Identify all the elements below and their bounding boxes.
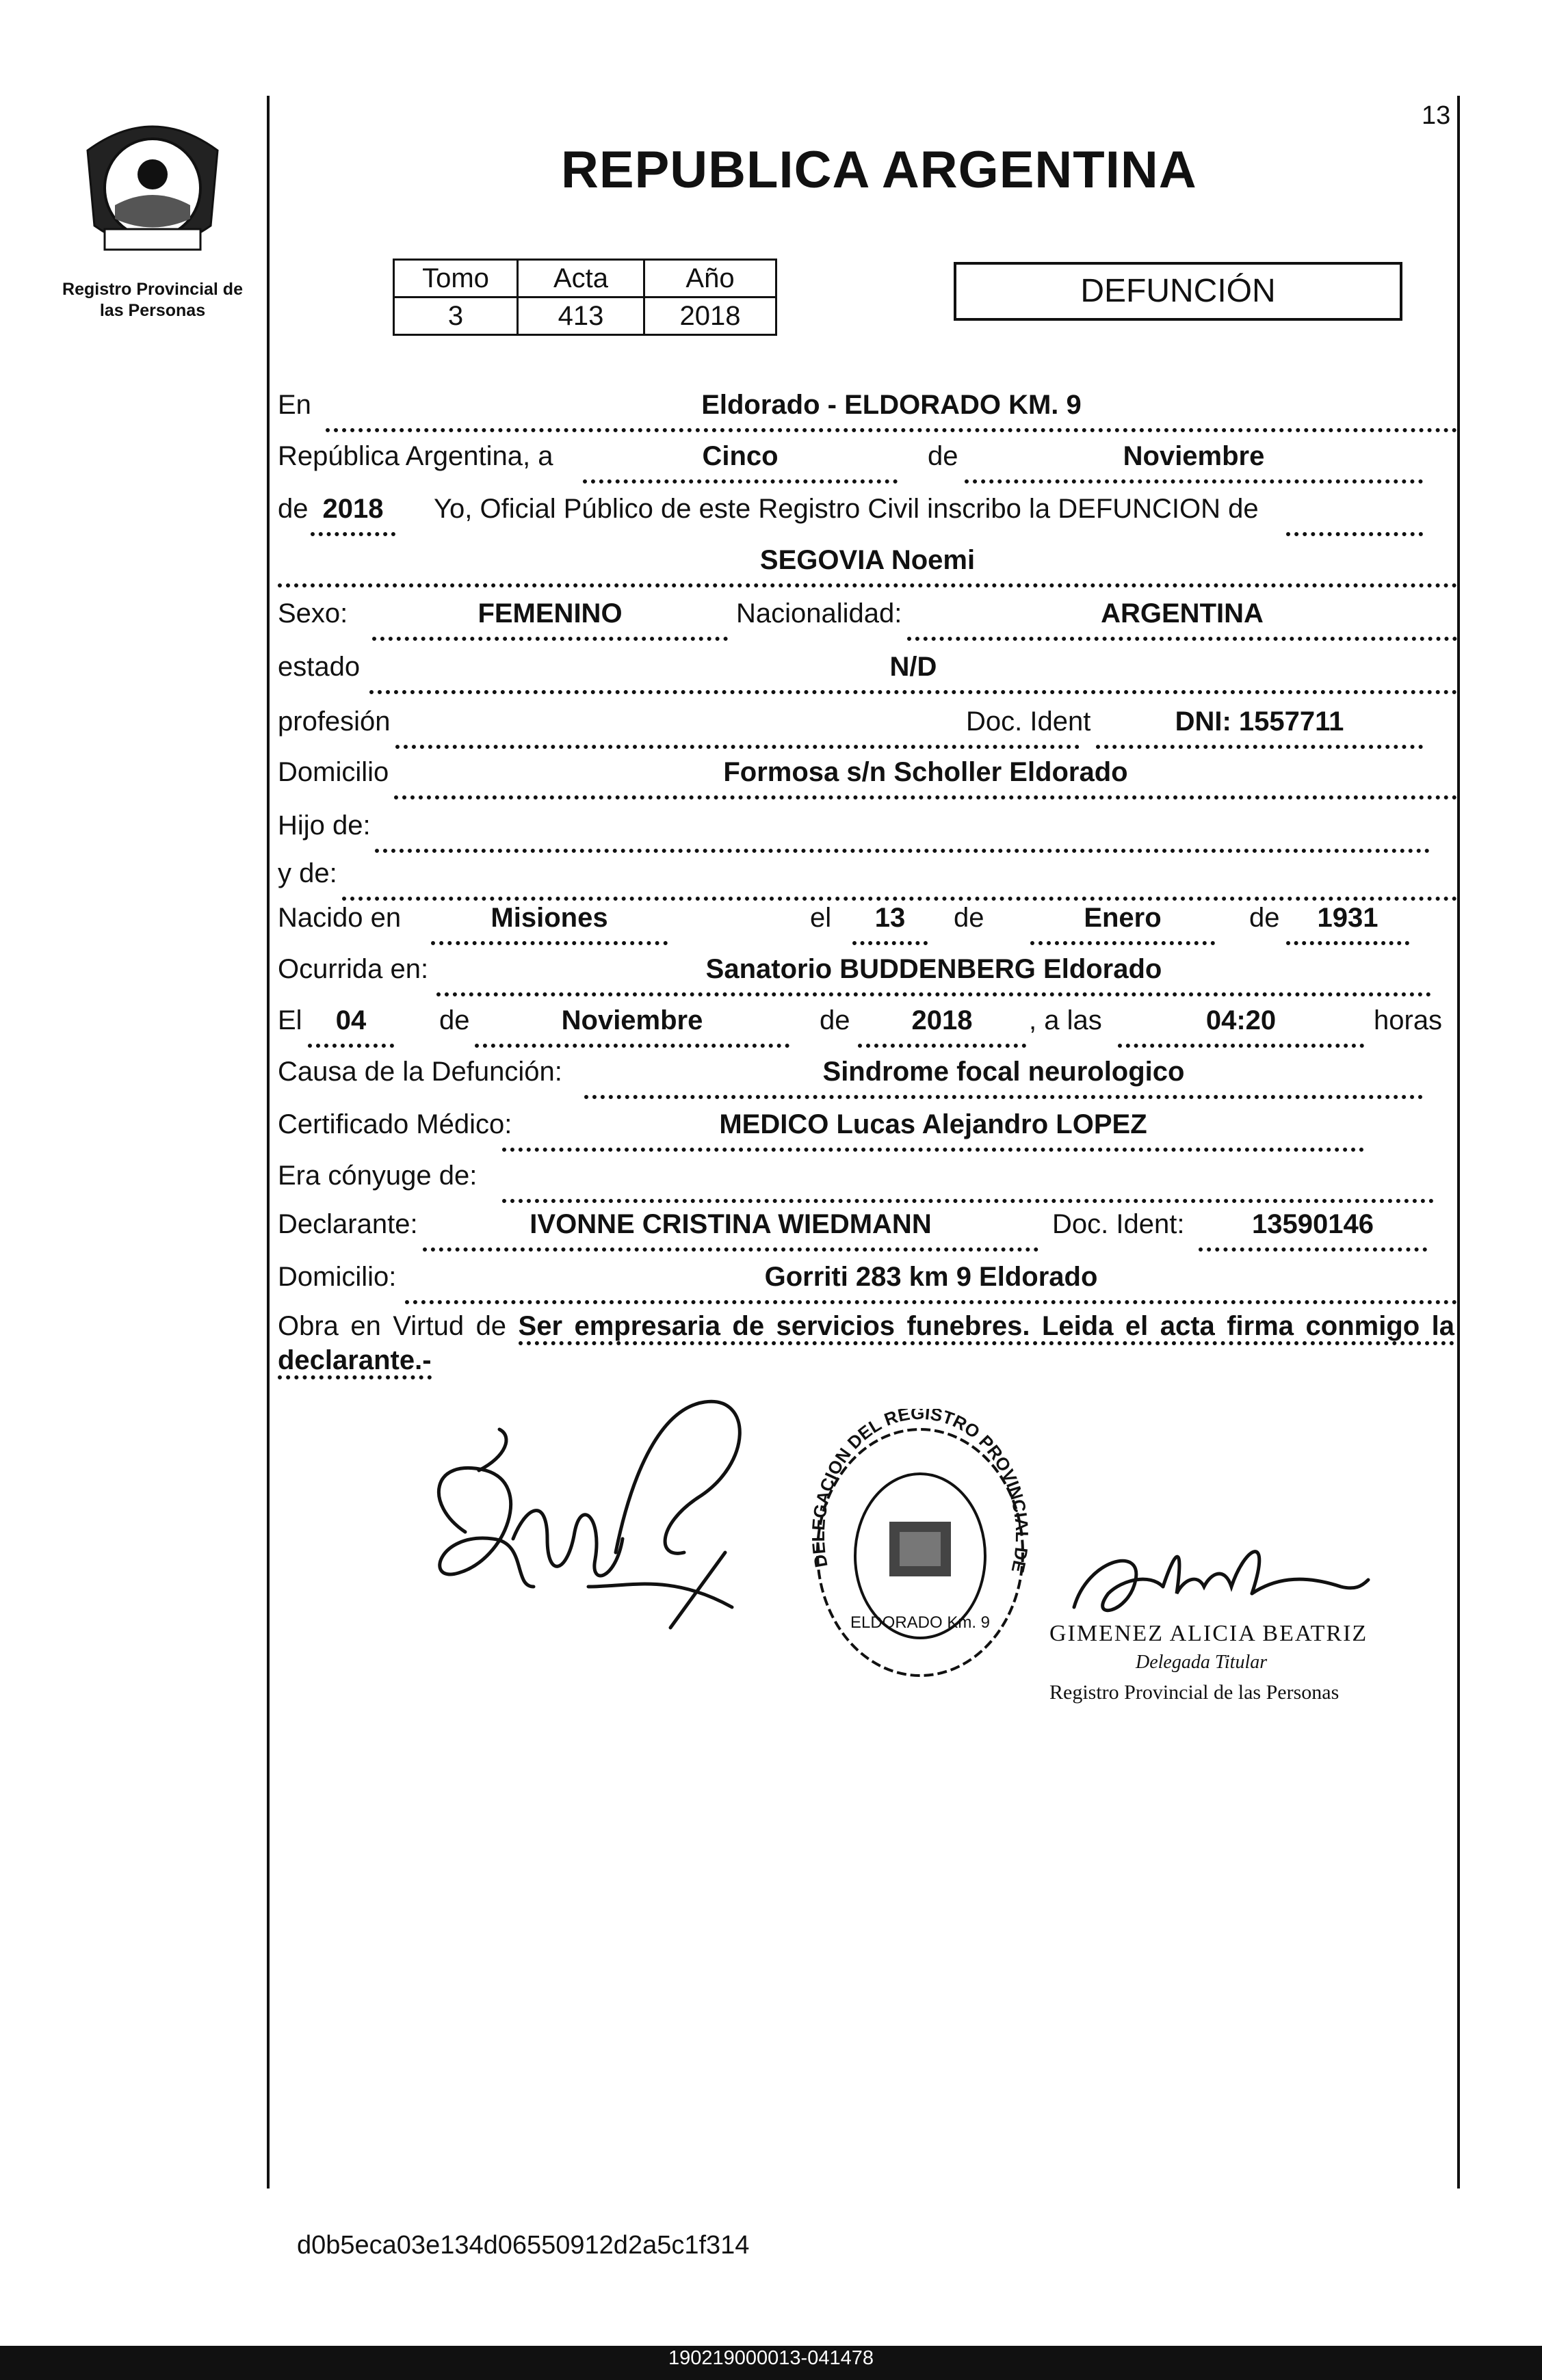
deceased-name-field: SEGOVIA Noemi — [278, 545, 1457, 587]
stamp-ring-text: DELEGACION DEL REGISTRO PROVINCIAL DE — [807, 1409, 1033, 1575]
en-field: Eldorado - ELDORADO KM. 9 — [326, 390, 1457, 432]
el2-label: El — [278, 1005, 302, 1035]
domicilio-field: Formosa s/n Scholler Eldorado — [394, 757, 1457, 799]
officer-name: GIMENEZ ALICIA BEATRIZ — [1049, 1621, 1368, 1646]
de2-label: de — [278, 494, 309, 524]
page-number: 13 — [1422, 101, 1451, 130]
estado-label: estado — [278, 652, 361, 682]
officer-role: Delegada Titular — [1136, 1652, 1268, 1673]
row-ocurrida — [278, 954, 1457, 995]
declarante-label: Declarante: — [278, 1209, 418, 1239]
declarant-signature — [410, 1381, 766, 1669]
year-field: 2018 — [311, 494, 395, 536]
nacionalidad-label: Nacionalidad: — [736, 598, 902, 629]
provincial-seal — [74, 109, 231, 267]
sexo-field: FEMENINO — [372, 598, 728, 641]
ocurrida-label: Ocurrida en: — [278, 954, 429, 984]
row-hijo — [278, 810, 1457, 851]
record-table — [393, 259, 777, 336]
row-nacido — [278, 903, 1457, 944]
registry-caption: Registro Provincial de las Personas — [62, 280, 243, 320]
conyuge-field — [502, 1161, 1434, 1203]
right-margin-line — [1457, 96, 1460, 2189]
nacionalidad-field: ARGENTINA — [907, 598, 1457, 641]
oficial-text: Yo, Oficial Público de este Registro Civil inscribo la DEFUNCION de — [434, 494, 1259, 524]
obra-paragraph — [278, 1309, 1454, 1377]
row-domicilio — [278, 757, 1457, 798]
row-yde — [278, 858, 1457, 899]
death-de1-label: de — [439, 1005, 470, 1035]
decl-domicilio-label: Domicilio: — [278, 1262, 397, 1292]
en-label: En — [278, 390, 311, 420]
hijo-field — [375, 810, 1430, 853]
causa-label: Causa de la Defunción: — [278, 1057, 562, 1087]
decl-doc-field: 13590146 — [1199, 1209, 1427, 1252]
row-decl-domicilio — [278, 1262, 1457, 1303]
month-field: Noviembre — [965, 441, 1423, 484]
causa-field: Sindrome focal neurologico — [584, 1057, 1423, 1099]
anio-header: Año — [644, 260, 776, 298]
row-nombre — [278, 545, 1457, 586]
death-time-field: 04:20 — [1118, 1005, 1364, 1048]
birth-day-field: 13 — [852, 903, 928, 945]
domicilio-label: Domicilio — [278, 757, 389, 787]
row-fecha-defuncion — [278, 1005, 1457, 1046]
nacido-label: Nacido en — [278, 903, 402, 933]
obra-field: Ser empresaria de servicios funebres. Leida el acta firma conmigo la declarante.- — [278, 1311, 1454, 1379]
row-fecha — [278, 441, 1457, 482]
profesion-label: profesión — [278, 706, 391, 737]
left-margin-line — [267, 96, 270, 2189]
row-en — [278, 390, 1457, 431]
page-title: REPUBLICA ARGENTINA — [561, 141, 1197, 199]
row-conyuge — [278, 1161, 1457, 1202]
yde-field — [342, 858, 1457, 901]
official-stamp — [787, 1409, 1047, 1696]
birth-de1-label: de — [954, 903, 984, 933]
tomo-value: 3 — [394, 298, 518, 335]
republica-label: República Argentina, a — [278, 441, 553, 471]
acta-value: 413 — [518, 298, 644, 335]
stamp-inner-text: ELDORADO Km. 9 — [850, 1613, 991, 1632]
death-day-field: 04 — [308, 1005, 394, 1048]
death-month-field: Noviembre — [475, 1005, 789, 1048]
horas-label: horas — [1374, 1005, 1443, 1035]
row-declarante — [278, 1209, 1457, 1250]
birth-year-field: 1931 — [1286, 903, 1409, 945]
de-label: de — [928, 441, 958, 471]
yde-label: y de: — [278, 858, 337, 888]
row-profesion — [278, 706, 1457, 748]
barcode-text: 190219000013-041478 — [668, 2347, 874, 2369]
decl-doc-label: Doc. Ident: — [1052, 1209, 1185, 1239]
row-sexo — [278, 598, 1457, 639]
nacido-field: Misiones — [431, 903, 668, 945]
obra-label: Obra en Virtud de — [278, 1311, 507, 1341]
declarante-field: IVONNE CRISTINA WIEDMANN — [423, 1209, 1038, 1252]
certificado-label: Certificado Médico: — [278, 1109, 512, 1139]
acta-header: Acta — [518, 260, 644, 298]
record-type-box: DEFUNCIÓN — [954, 262, 1402, 321]
row-anio — [278, 494, 1457, 535]
tomo-header: Tomo — [394, 260, 518, 298]
ocurrida-field: Sanatorio BUDDENBERG Eldorado — [436, 954, 1431, 996]
birth-month-field: Enero — [1030, 903, 1215, 945]
row-causa — [278, 1057, 1457, 1098]
anio-value: 2018 — [644, 298, 776, 335]
conyuge-label: Era cónyuge de: — [278, 1161, 478, 1191]
estado-field: N/D — [369, 652, 1457, 694]
oficial-blank — [1286, 494, 1423, 536]
certificado-field: MEDICO Lucas Alejandro LOPEZ — [502, 1109, 1364, 1152]
row-certificado — [278, 1109, 1457, 1150]
death-year-field: 2018 — [858, 1005, 1026, 1048]
alas-label: , a las — [1029, 1005, 1102, 1035]
document-hash: d0b5eca03e134d06550912d2a5c1f314 — [297, 2231, 750, 2260]
decl-domicilio-field: Gorriti 283 km 9 Eldorado — [405, 1262, 1457, 1304]
el-label: el — [810, 903, 832, 933]
row-estado — [278, 652, 1457, 693]
sexo-label: Sexo: — [278, 598, 348, 629]
doc-field: DNI: 1557711 — [1096, 706, 1423, 749]
officer-office: Registro Provincial de las Personas — [1049, 1681, 1340, 1704]
death-de2-label: de — [820, 1005, 850, 1035]
doc-label: Doc. Ident — [966, 706, 1091, 737]
birth-de2-label: de — [1249, 903, 1280, 933]
day-field: Cinco — [583, 441, 898, 484]
hijo-label: Hijo de: — [278, 810, 371, 841]
